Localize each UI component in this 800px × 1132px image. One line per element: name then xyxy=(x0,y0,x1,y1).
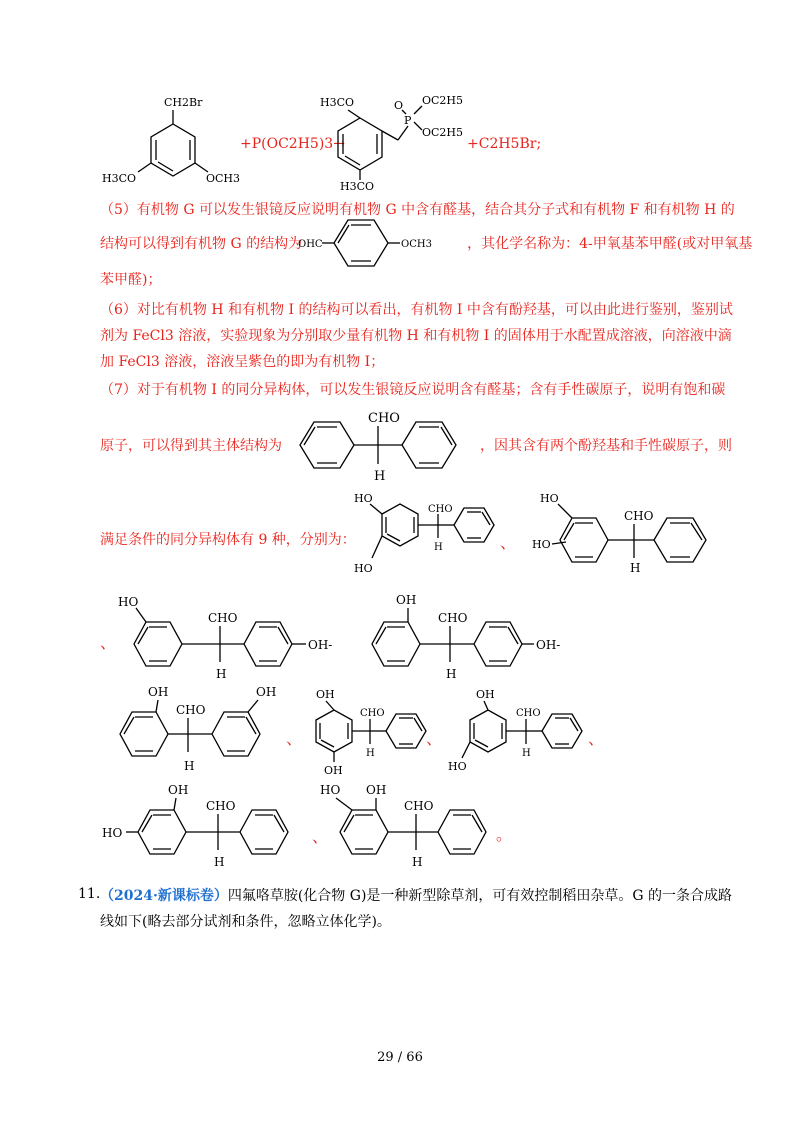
separator: 、 xyxy=(500,533,517,552)
question11-line2: 线如下(略去部分试剂和条件，忽略立体化学)。 xyxy=(100,914,391,930)
h-label: H xyxy=(374,469,386,484)
h-label: H xyxy=(214,855,225,869)
ho-label: HO xyxy=(102,826,123,840)
part6-line3: 加 FeCl3 溶液，溶液呈紫色的即为有机物 I； xyxy=(100,354,385,370)
isomer-3-structure xyxy=(110,588,350,688)
question-number: 11. xyxy=(78,886,101,902)
cho-label: CHO xyxy=(438,611,468,625)
part5-line1: （5）有机物 G 可以发生银镜反应说明有机物 G 中含有醛基，结合其分子式和有机物 F 和有机物 H 的 xyxy=(100,202,735,218)
isomer-4-structure xyxy=(348,588,578,688)
page-number: 29 / 66 xyxy=(377,1050,423,1065)
byproduct-text: +C2H5Br; xyxy=(467,136,542,152)
ho-label: HO xyxy=(320,783,341,797)
part6-line1: （6）对比有机物 H 和有机物 I 的结构可以看出，有机物 I 中含有酚羟基，可以由此进行鉴别，鉴别试 xyxy=(100,302,733,318)
ch2br-label: CH2Br xyxy=(164,96,203,109)
p-label: P xyxy=(404,114,412,127)
isomer-5-structure xyxy=(96,680,296,780)
part5-line2-post: ，其化学名称为：4-甲氧基苯甲醛(或对甲氧基 xyxy=(467,236,753,252)
cho-label: CHO xyxy=(208,611,238,625)
oh-label: OH- xyxy=(308,638,333,652)
question-source: （2024·新课标卷） xyxy=(100,888,228,904)
oh-label: OH xyxy=(396,593,417,607)
product-phosphonate-structure xyxy=(318,92,478,192)
oh-label: OH xyxy=(168,783,189,797)
ho-label: HO xyxy=(118,595,139,609)
ho-label: HO xyxy=(354,562,373,575)
isomer-8-structure xyxy=(100,780,310,876)
och3-label-g: OCH3 xyxy=(401,239,432,250)
o-label: O xyxy=(394,99,404,112)
main-skeleton-structure xyxy=(290,404,480,496)
isomer-9-structure xyxy=(318,780,508,876)
ohc-label: OHC xyxy=(298,239,323,250)
separator: 、 xyxy=(100,633,117,652)
part7-line2-pre: 原子，可以得到其主体结构为 xyxy=(100,438,282,454)
cho-label: CHO xyxy=(206,799,236,813)
h-label: H xyxy=(366,748,375,759)
separator: 、 xyxy=(588,729,605,748)
h-label: H xyxy=(412,855,423,869)
oh-label: OH xyxy=(366,783,387,797)
h-label: H xyxy=(434,542,443,553)
isomer-2-structure xyxy=(530,488,730,588)
separator: 、 xyxy=(286,729,303,748)
oh-label: OH- xyxy=(536,638,561,652)
isomer-6-structure xyxy=(298,686,438,782)
isomer-1-structure xyxy=(352,488,512,588)
part7-line1: （7）对于有机物 I 的同分异构体，可以发生银镜反应说明含有醛基；含有手性碳原子，说明有饱和碳 xyxy=(100,382,726,398)
cho-label: CHO xyxy=(360,708,385,719)
ho-label: HO xyxy=(448,760,467,773)
h-label: H xyxy=(522,748,531,759)
oc2h5-label-1: OC2H5 xyxy=(422,94,464,107)
reactant-structure xyxy=(100,92,250,192)
och3-label: OCH3 xyxy=(206,172,241,185)
anisaldehyde-structure xyxy=(296,216,466,272)
cho-label: CHO xyxy=(368,411,400,426)
h3co-bottom-label: H3CO xyxy=(340,180,375,193)
oh-label: OH xyxy=(256,685,277,699)
ho-label: HO xyxy=(354,492,373,505)
cho-label: CHO xyxy=(404,799,434,813)
oh-label: OH xyxy=(316,688,335,701)
part6-line2: 剂为 FeCl3 溶液，实验现象为分别取少量有机物 H 和有机物 I 的固体用于水配置成溶液，向溶液中滴 xyxy=(100,328,732,344)
part7-line3: 满足条件的同分异构体有 9 种，分别为： xyxy=(100,532,356,548)
separator: 、 xyxy=(426,729,443,748)
h3co-top-label: H3CO xyxy=(320,96,355,109)
h3co-label: H3CO xyxy=(102,172,137,185)
h-label: H xyxy=(184,759,195,773)
part5-line2-pre: 结构可以得到有机物 G 的结构为 xyxy=(100,236,303,252)
question11-line1 xyxy=(100,886,740,906)
isomer-7-structure xyxy=(446,686,596,782)
ho-label: HO xyxy=(540,492,559,505)
oh-label: OH xyxy=(476,688,495,701)
h-label: H xyxy=(446,667,457,681)
separator-period: 。 xyxy=(496,825,513,844)
h-label: H xyxy=(216,667,227,681)
question11-line1-text: 四氟咯草胺(化合物 G)是一种新型除草剂，可有效控制稻田杂草。G 的一条合成路 xyxy=(227,888,733,904)
reagent-text: +P(OC2H5)3→ xyxy=(240,136,345,152)
oc2h5-label-2: OC2H5 xyxy=(422,126,464,139)
part5-line3: 苯甲醛)； xyxy=(100,272,162,288)
cho-label: CHO xyxy=(516,708,541,719)
separator: 、 xyxy=(312,827,329,846)
cho-label: CHO xyxy=(624,509,654,523)
ho-label: HO xyxy=(532,538,551,551)
h-label: H xyxy=(630,561,641,575)
cho-label: CHO xyxy=(176,703,206,717)
oh-label: OH xyxy=(324,764,343,777)
cho-label: CHO xyxy=(428,504,453,515)
part7-line2-post: ，因其含有两个酚羟基和手性碳原子，则 xyxy=(480,438,732,454)
oh-label: OH xyxy=(148,685,169,699)
